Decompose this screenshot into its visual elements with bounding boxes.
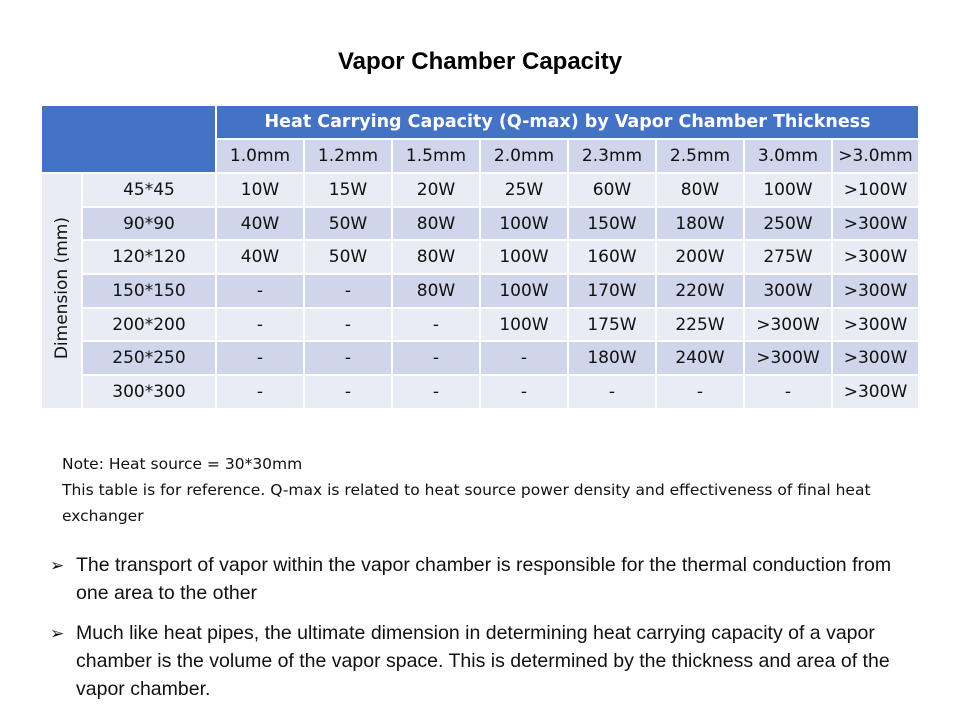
thickness-header-cell: 2.5mm [656,139,744,173]
dimension-cell: 90*90 [82,207,216,241]
value-cell: 160W [568,240,656,274]
value-cell: 15W [304,173,392,207]
bullet-text: Much like heat pipes, the ultimate dimension in determining heat carrying capacity of a vapor chamber is the volume of the vapor space. This is determined by the thickness and area of the vapor chamber. [76,622,890,700]
table-corner-cell [41,105,216,173]
value-cell: 180W [656,207,744,241]
value-cell: >300W [832,308,919,342]
value-cell: 180W [568,341,656,375]
thickness-header-cell: 2.0mm [480,139,568,173]
value-cell: - [304,375,392,409]
arrow-bullet-icon: ➢ [50,556,65,575]
value-cell: - [480,375,568,409]
value-cell: 25W [480,173,568,207]
value-cell: 300W [744,274,832,308]
value-cell: >300W [744,341,832,375]
value-cell: - [744,375,832,409]
value-cell: >100W [832,173,919,207]
table-row [41,173,919,207]
value-cell: - [304,341,392,375]
value-cell: - [656,375,744,409]
bullet-item [50,619,920,703]
value-cell: 80W [392,207,480,241]
thickness-header-cell: 2.3mm [568,139,656,173]
arrow-bullet-icon: ➢ [50,624,65,643]
value-cell: 60W [568,173,656,207]
value-cell: - [216,308,304,342]
value-cell: 225W [656,308,744,342]
value-cell: 40W [216,240,304,274]
table-main-header: Heat Carrying Capacity (Q-max) by Vapor Chamber Thickness [216,105,919,139]
table-row [41,308,919,342]
thickness-header-cell: 1.0mm [216,139,304,173]
table-row [41,240,919,274]
value-cell: >300W [832,207,919,241]
table-row [41,274,919,308]
bullet-text: The transport of vapor within the vapor chamber is responsible for the thermal conduction from one area to the other [76,554,892,604]
value-cell: - [304,274,392,308]
thickness-header-cell: 3.0mm [744,139,832,173]
value-cell: >300W [744,308,832,342]
value-cell: 50W [304,240,392,274]
value-cell: - [216,341,304,375]
value-cell: 100W [480,274,568,308]
value-cell: 80W [656,173,744,207]
value-cell: - [392,375,480,409]
value-cell: 80W [392,240,480,274]
value-cell: - [392,308,480,342]
table-row [41,375,919,409]
value-cell: 275W [744,240,832,274]
value-cell: - [568,375,656,409]
slide-title: Vapor Chamber Capacity [337,48,623,75]
value-cell: 250W [744,207,832,241]
value-cell: 40W [216,207,304,241]
dimension-cell: 150*150 [82,274,216,308]
value-cell: >300W [832,341,919,375]
table-note [62,451,902,529]
value-cell: 170W [568,274,656,308]
value-cell: - [304,308,392,342]
capacity-table [40,104,920,410]
value-cell: >300W [832,274,919,308]
bullet-list [50,551,920,715]
value-cell: - [216,375,304,409]
value-cell: 100W [480,207,568,241]
bullet-item [50,551,920,607]
value-cell: 175W [568,308,656,342]
value-cell: - [392,341,480,375]
table-header-row [41,105,919,139]
note-heat-source: Note: Heat source = 30*30mm [62,455,303,473]
table-row [41,341,919,375]
dimension-group-cell [41,173,82,409]
value-cell: - [216,274,304,308]
value-cell: - [480,341,568,375]
value-cell: 50W [304,207,392,241]
note-reference: This table is for reference. Q-max is related to heat source power density and effectiveness of final heat exchanger [62,481,871,525]
dimension-cell: 300*300 [82,375,216,409]
value-cell: 150W [568,207,656,241]
dimension-cell: 250*250 [82,341,216,375]
value-cell: 200W [656,240,744,274]
thickness-header-cell: >3.0mm [832,139,919,173]
value-cell: >300W [832,375,919,409]
value-cell: 20W [392,173,480,207]
value-cell: >300W [832,240,919,274]
value-cell: 100W [744,173,832,207]
dimension-cell: 120*120 [82,240,216,274]
dimension-cell: 200*200 [82,308,216,342]
value-cell: 100W [480,308,568,342]
value-cell: 10W [216,173,304,207]
thickness-header-cell: 1.5mm [392,139,480,173]
value-cell: 240W [656,341,744,375]
value-cell: 80W [392,274,480,308]
thickness-header-cell: 1.2mm [304,139,392,173]
dimension-cell: 45*45 [82,173,216,207]
value-cell: 220W [656,274,744,308]
table-row [41,207,919,241]
capacity-table-container [40,104,918,425]
value-cell: 100W [480,240,568,274]
dimension-group-label: Dimension (mm) [51,217,72,360]
